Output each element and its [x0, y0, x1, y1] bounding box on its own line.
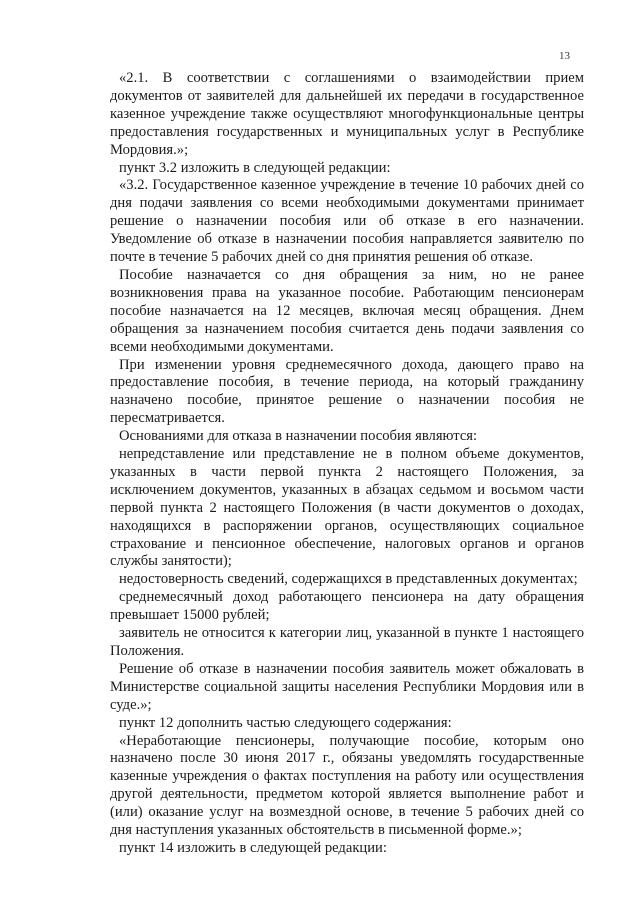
paragraph-income-change: При изменении уровня среднемесячного дохода, дающего право на предоставление пособия, в течение периода, на который гражданину назначено пособие, принятое решение о назначении пособия не пересматривается. — [110, 356, 584, 427]
paragraph-3-2: «3.2. Государственное казенное учреждение в течение 10 рабочих дней со дня подачи заявления со всеми необходимыми документами принимает решение о назначении пособия или об отказе в его назначении. Уведомление об отказе в назначении пособия направляется заявителю по почте в течение 5 рабочих дней со дня принятия решения об отказе. — [110, 177, 584, 266]
paragraph-benefit-assignment: Пособие назначается со дня обращения за ним, но не ранее возникновения права на указанное пособие. Работающим пенсионерам пособие назначается на 12 месяцев, включая месяц обращения. Днем обращения за назначением пособия считается день подачи заявления со всеми необходимыми документами. — [110, 266, 584, 355]
paragraph-refusal-grounds: Основаниями для отказа в назначении пособия являются: — [119, 428, 478, 445]
paragraph-2-1: «2.1. В соответствии с соглашениями о взаимодействии прием документов от заявителей для дальнейшей их передачи в государственное казенное учреждение также осуществляют многофункциональные центры предоставления государственных и муниципальных услуг в Республике Мордовия.»; — [110, 70, 584, 158]
paragraph-instruction-3-2: пункт 3.2 изложить в следующей редакции: — [119, 159, 391, 176]
paragraph-appeal: Решение об отказе в назначении пособия заявитель может обжаловать в Министерстве социальной защиты населения Республики Мордовия или в суде.»; — [110, 660, 584, 713]
page-number: 13 — [559, 50, 570, 62]
paragraph-refusal-missing-docs: непредставление или представление не в полном объеме документов, указанных в части первой пункта 2 настоящего Положения, за исключением документов, указанных в абзацах седьмом и восьмом части первой пункта 2 настоящего Положения (в части документов о доходах, находящихся в распоряжении органов, осуществляющих социальное страхование и пенсионное обеспечение, налоговых органов и органов службы занятости); — [110, 446, 584, 570]
paragraph-refusal-false-info: недостоверность сведений, содержащихся в представленных документах; — [119, 571, 578, 588]
document-body — [110, 70, 584, 858]
paragraph-refusal-category: заявитель не относится к категории лиц, указанной в пункте 1 настоящего Положения. — [110, 625, 584, 659]
paragraph-refusal-income: среднемесячный доход работающего пенсионера на дату обращения превышает 15000 рублей; — [110, 589, 584, 624]
paragraph-notify-obligation: «Неработающие пенсионеры, получающие пособие, которым оно назначено после 30 июня 2017 г., обязаны уведомлять государственные казенные учреждения о фактах поступления на работу или осуществления другой деятельности, предметом которой является выполнение работ и (или) оказание услуг на возмездной основе, в течение 5 рабочих дней со дня наступления указанных обстоятельств в письменной форме.»; — [110, 732, 584, 839]
paragraph-instruction-12: пункт 12 дополнить частью следующего содержания: — [119, 714, 452, 731]
paragraph-instruction-14: пункт 14 изложить в следующей редакции: — [119, 839, 387, 856]
